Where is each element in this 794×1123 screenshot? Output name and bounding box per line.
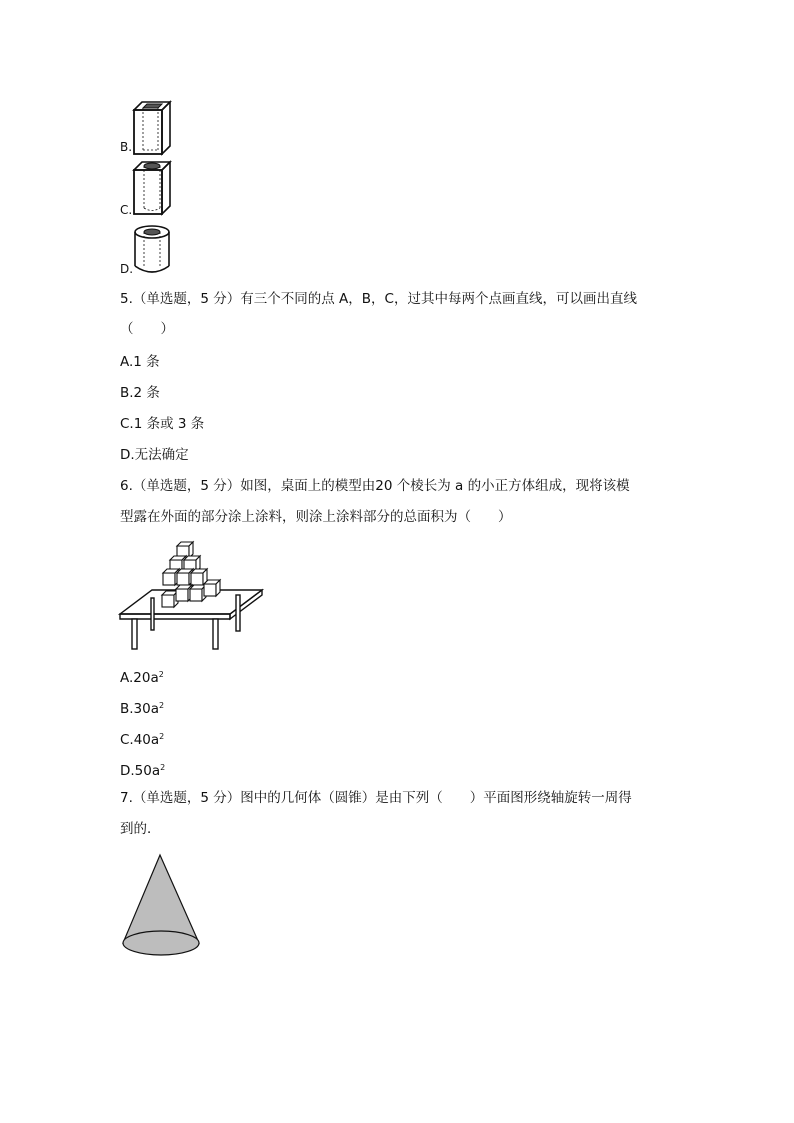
q5-option-c: C.1 条或 3 条 [120, 416, 205, 432]
option-c-hollow-cylinder-in-prism-figure [132, 160, 172, 220]
q6-stem-line2: 型露在外面的部分涂上涂料，则涂上涂料部分的总面积为（ ） [120, 509, 512, 525]
q5-stem-line1: 5.（单选题，5 分）有三个不同的点 A，B，C，过其中每两个点画直线，可以画出直线 [120, 291, 637, 307]
option-c-label: C. [120, 203, 133, 217]
q5-stem-line2: （ ） [120, 321, 174, 337]
option-b-label: B. [120, 140, 133, 154]
table-with-cube-stack-figure [118, 538, 268, 658]
option-d-label: D. [120, 262, 134, 276]
q6-option-d: $D.50a^2$ [120, 763, 166, 779]
option-d-hollow-cylinder-figure [132, 224, 174, 280]
q7-stem-line2: 到的． [120, 821, 161, 837]
q5-option-d: D.无法确定 [120, 447, 189, 463]
q7-stem-line1: 7.（单选题，5 分）图中的几何体（圆锥）是由下列（ ）平面图形绕轴旋转一周得 [120, 790, 632, 806]
q6-option-c: $C.40a^2$ [120, 732, 165, 748]
option-b-hollow-square-prism-figure [132, 100, 172, 160]
q5-option-a: A.1 条 [120, 354, 160, 370]
cone-figure [120, 853, 206, 963]
q6-stem-line1: 6.（单选题，5 分）如图，桌面上的模型由20 个棱长为 a 的小正方体组成，现将该模 [120, 478, 630, 494]
q5-option-b: B.2 条 [120, 385, 160, 401]
q6-option-a: $A.20a^2$ [120, 670, 164, 686]
q6-option-b: $B.30a^2$ [120, 701, 165, 717]
